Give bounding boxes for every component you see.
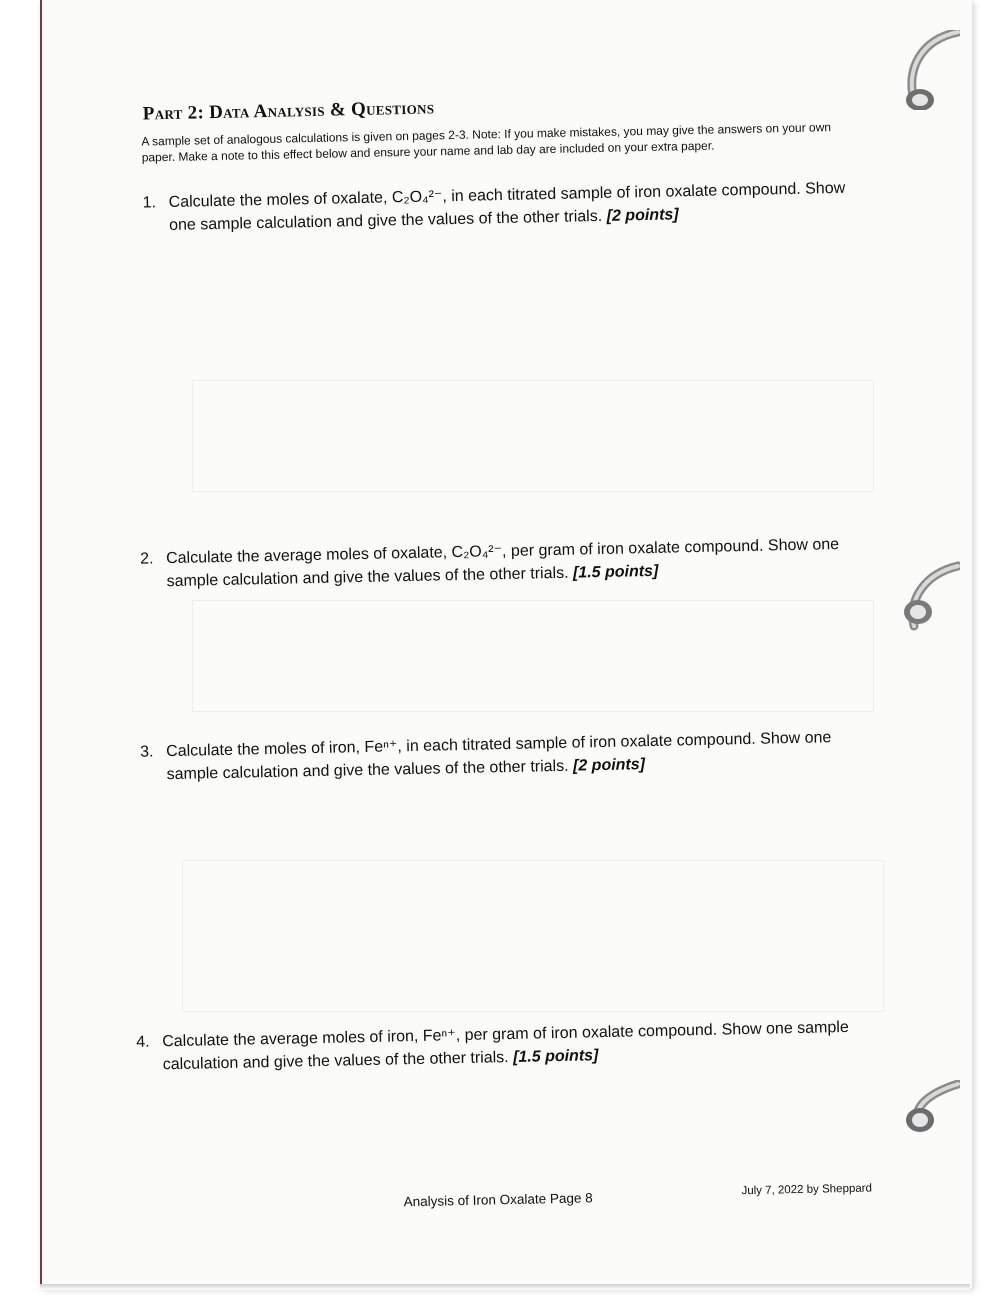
question-points: [2 points]	[572, 756, 646, 775]
question-number: 4.	[136, 1033, 150, 1051]
binder-ring-icon	[900, 30, 960, 110]
question-text: Calculate the moles of iron, Feⁿ⁺, in each titrated sample of iron oxalate compound. Show one sample calculation and give the values of the other trials.	[166, 729, 832, 784]
part-title: Part 2: Data Analysis & Questions	[142, 97, 435, 125]
document-page	[40, 0, 972, 1288]
sheet-edge	[40, 1284, 970, 1290]
question-1	[142, 177, 859, 237]
question-text: Calculate the average moles of iron, Feⁿ⁺, per gram of iron oxalate compound. Show one sample calculation and give the values of the other trials.	[162, 1018, 849, 1074]
question-points: [1.5 points]	[512, 1047, 599, 1066]
question-number: 1.	[142, 194, 157, 212]
question-text: Calculate the moles of oxalate, C₂O₄²⁻, in each titrated sample of iron oxalate compound. Show one sample calculation and give the values of the other trials.	[168, 179, 846, 234]
question-number: 3.	[140, 743, 154, 761]
question-4	[136, 1015, 873, 1076]
question-points: [2 points]	[606, 206, 679, 225]
question-2	[139, 532, 867, 593]
binder-ring-icon	[900, 560, 960, 640]
intro-note: A sample set of analogous calculations is given on pages 2-3. Note: If you make mistakes, you may give the answers on your own paper. Make a note to this effect below and ensure your name and lab day are included on your extra paper.	[141, 120, 832, 165]
page-footer-date: July 7, 2022 by Sheppard	[741, 1182, 873, 1198]
question-points: [1.5 points]	[572, 562, 659, 582]
page-footer-title: Analysis of Iron Oxalate Page 8	[403, 1190, 593, 1210]
question-3	[140, 725, 872, 786]
question-text: Calculate the average moles of oxalate, C₂O₄²⁻, per gram of iron oxalate compound. Show one sample calculation and give the values of the other trials.	[165, 536, 840, 591]
page-content	[40, 0, 972, 1288]
question-number: 2.	[139, 550, 154, 568]
binder-ring-icon	[900, 1080, 960, 1160]
